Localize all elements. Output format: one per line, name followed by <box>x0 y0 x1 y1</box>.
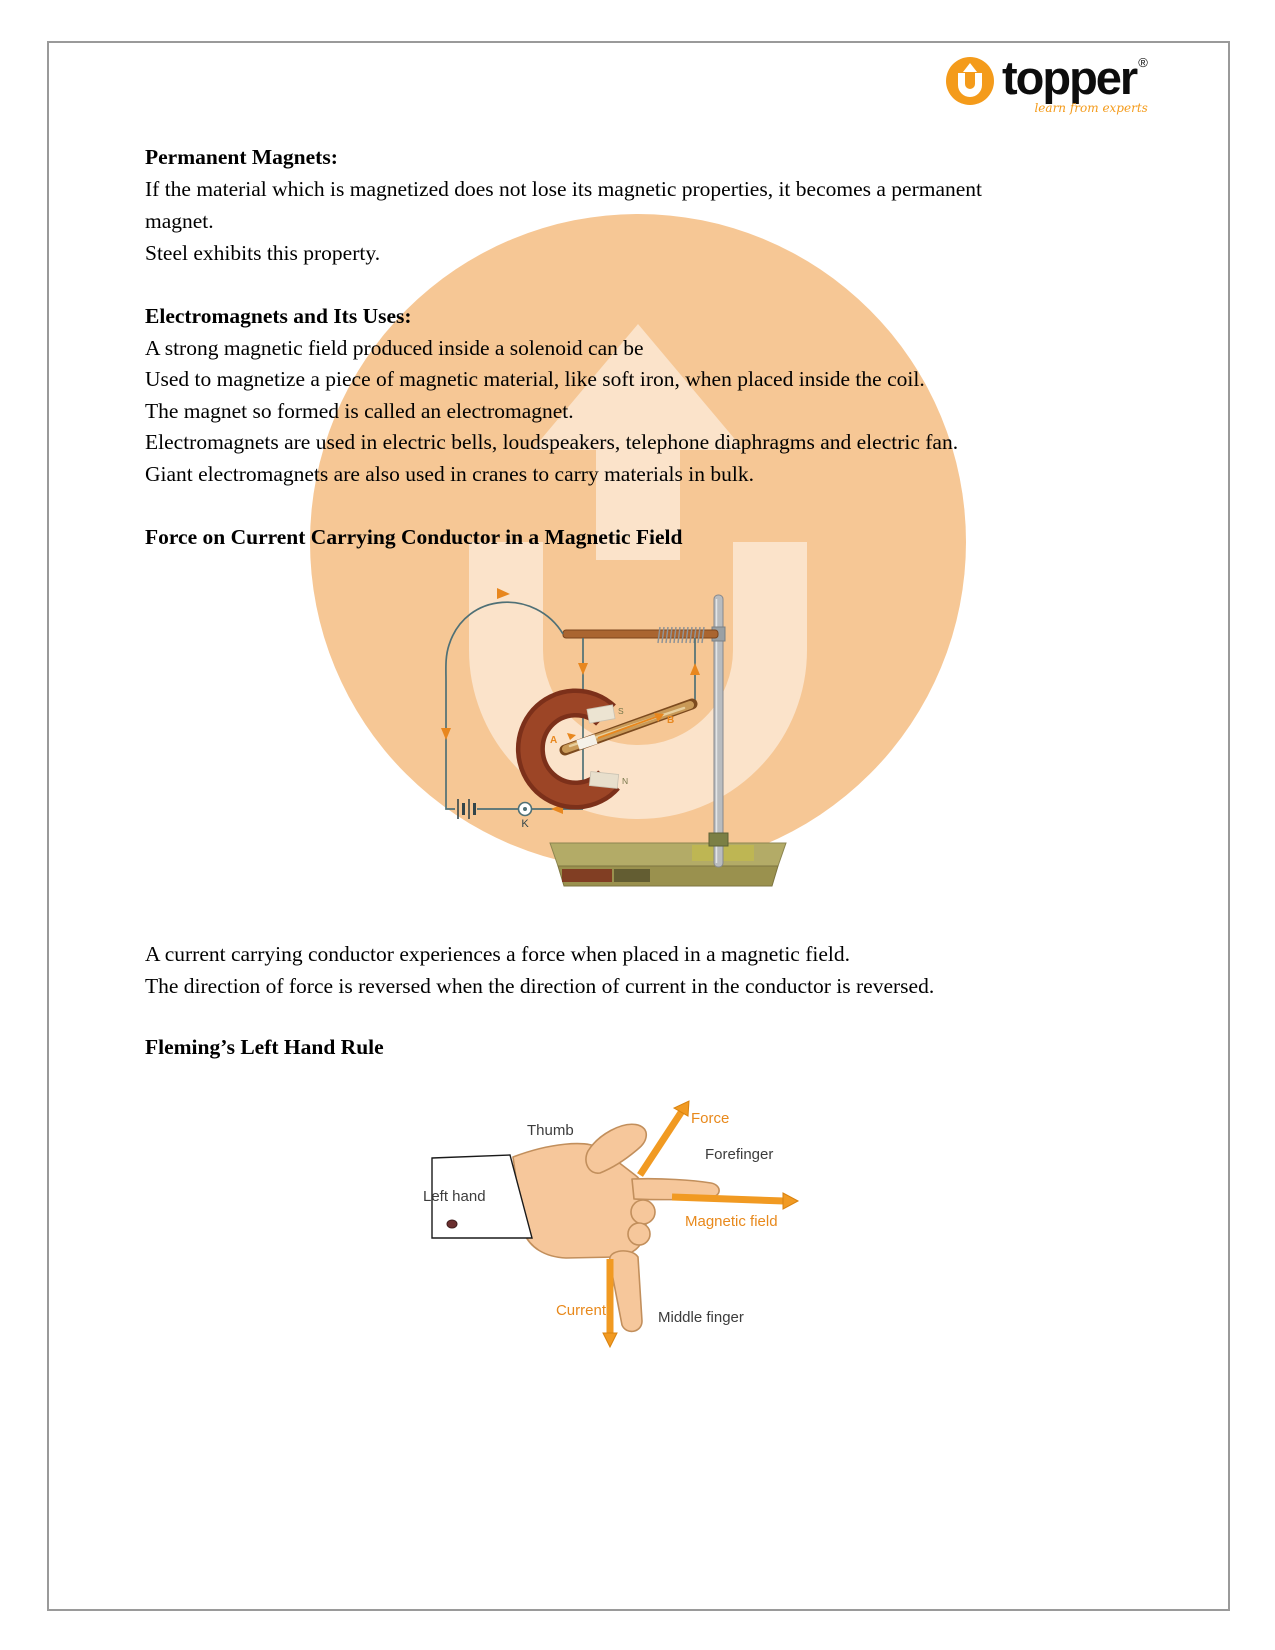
middle-finger <box>610 1251 642 1331</box>
rod-label-b: B <box>667 715 675 726</box>
magnetic-field-arrow <box>672 1197 784 1201</box>
topper-logo-icon <box>945 56 995 106</box>
base-shadow-patch <box>562 869 612 882</box>
body-line: A strong magnetic field produced inside a solenoid can be <box>145 336 644 360</box>
rod-arrowhead-a-icon <box>567 733 576 740</box>
pole-label-s: S <box>618 706 624 716</box>
body-line: The magnet so formed is called an electromagnet. <box>145 399 574 423</box>
body-line: The direction of force is reversed when the direction of current in the conductor is reversed. <box>145 974 935 998</box>
heading-permanent-magnets: Permanent Magnets: <box>145 145 338 169</box>
pole-label-n: N <box>622 776 629 786</box>
label-force: Force <box>691 1110 730 1127</box>
body-line: Steel exhibits this property. <box>145 241 381 265</box>
magnetic-field-arrowhead-icon <box>783 1193 798 1209</box>
base-shadow-patch <box>614 869 650 882</box>
label-current: Current <box>555 1302 606 1319</box>
body-line: Used to magnetize a piece of magnetic material, like soft iron, when placed inside the coil. <box>145 367 925 391</box>
thumb <box>586 1124 646 1173</box>
heading-flemings-left-hand-rule: Fleming’s Left Hand Rule <box>145 1035 384 1059</box>
label-thumb: Thumb <box>527 1122 574 1139</box>
heading-electromagnets: Electromagnets and Its Uses: <box>145 304 412 328</box>
palm <box>513 1144 646 1258</box>
label-magnetic-field: Magnetic field <box>685 1213 778 1230</box>
rod-label-a: A <box>550 735 558 746</box>
current-arrowhead-icon <box>603 1333 617 1347</box>
topper-logo <box>945 51 1148 115</box>
brand-name: topper <box>1002 51 1137 104</box>
magnet-pole-face-n <box>589 772 618 789</box>
body-line: Giant electromagnets are also used in cranes to carry materials in bulk. <box>145 462 754 486</box>
heading-force-on-conductor: Force on Current Carrying Conductor in a Magnetic Field <box>145 525 683 549</box>
label-middle-finger: Middle finger <box>658 1309 744 1326</box>
body-line: A current carrying conductor experiences a force when placed in a magnetic field. <box>145 942 850 966</box>
label-left-hand: Left hand <box>423 1188 486 1205</box>
cuff-button <box>447 1220 457 1228</box>
body-line: Electromagnets are used in electric bells, loudspeakers, telephone diaphragms and electric fan. <box>145 430 959 454</box>
body-line: If the material which is magnetized does not lose its magnetic properties, it becomes a permanent <box>145 177 983 201</box>
force-arrow <box>640 1111 682 1175</box>
knuckle <box>628 1223 650 1245</box>
knuckle <box>631 1200 655 1224</box>
flemings-left-hand-diagram <box>410 1085 800 1355</box>
body-line: magnet. <box>145 209 214 233</box>
key-label: K <box>521 818 529 830</box>
pole-clamp <box>709 833 728 846</box>
registered-mark-icon: ® <box>1138 55 1148 70</box>
brand-tagline: learn from experts <box>1034 101 1148 115</box>
logo-text-block <box>1002 51 1148 115</box>
force-on-conductor-diagram <box>430 583 795 913</box>
label-forefinger: Forefinger <box>705 1146 774 1163</box>
battery-symbol <box>458 799 475 819</box>
